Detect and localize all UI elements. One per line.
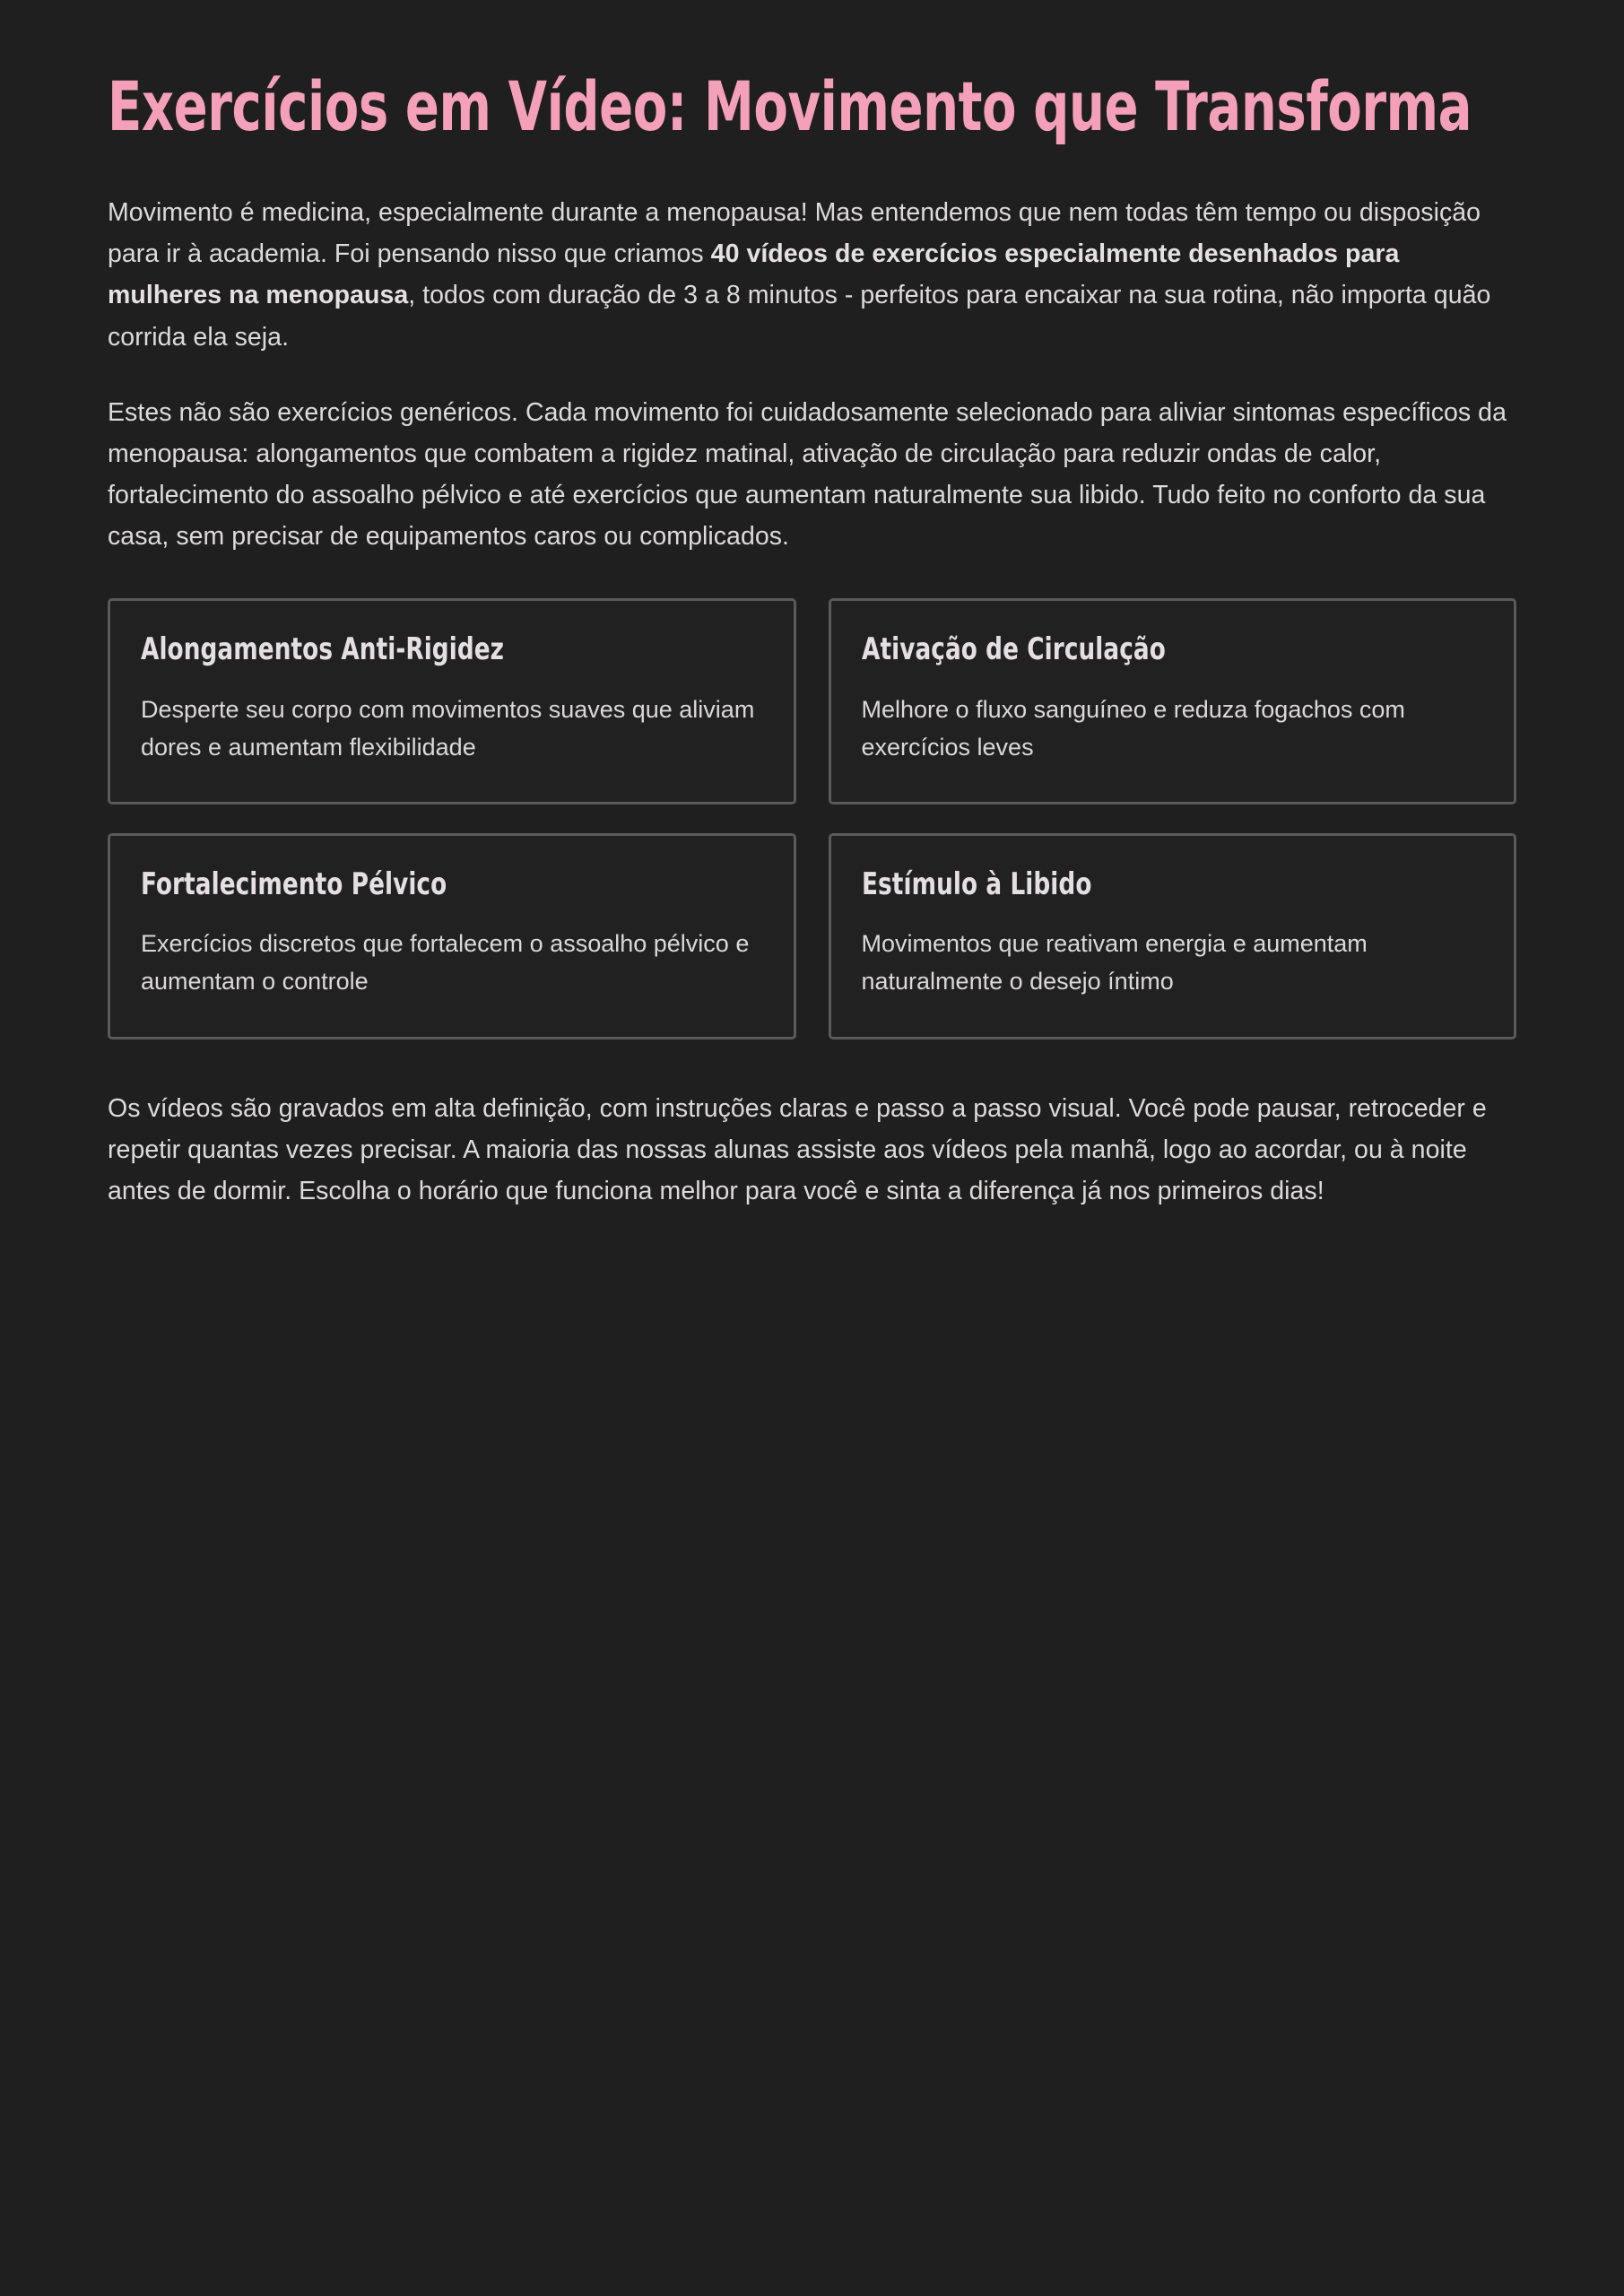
feature-card-alongamentos	[108, 598, 796, 804]
feature-card-description: Desperte seu corpo com movimentos suaves que aliviam dores e aumentam flexibilidade	[141, 695, 755, 761]
feature-card-pelvico	[108, 833, 796, 1039]
intro-text-before-highlight: Movimento é medicina, especialmente durante a menopausa! Mas entendemos que nem todas têm tempo ou disposição para ir à academia. Foi pensando nisso que criamos	[108, 198, 1481, 269]
feature-card-circulacao	[829, 598, 1517, 804]
feature-card-title: Alongamentos Anti-Rigidez	[141, 631, 505, 668]
feature-card-description: Melhore o fluxo sanguíneo e reduza fogachos com exercícios leves	[861, 695, 1405, 761]
feature-card-title: Estímulo à Libido	[861, 865, 1091, 902]
second-paragraph: Estes não são exercícios genéricos. Cada movimento foi cuidadosamente selecionado para aliviar sintomas específicos da menopausa: alongamentos que combatem a rigidez matinal, ativação de circulação para reduzir ondas de calor, fortalecimento do assoalho pélvico e até exercícios que aumentam naturalmente sua libido. Tudo feito no conforto da sua casa, sem precisar de equipamentos caros ou complicados.	[108, 397, 1507, 552]
intro-highlight-bold: 40 vídeos de exercícios especialmente desenhados para mulheres na menopausa	[108, 239, 1400, 310]
closing-paragraph: Os vídeos são gravados em alta definição, com instruções claras e passo a passo visual. Você pode pausar, retroceder e repetir quantas vezes precisar. A maioria das nossas alunas assiste aos vídeos pela manhã, logo ao acordar, ou à noite antes de dormir. Escolha o horário que funciona melhor para você e sinta a diferença já nos primeiros dias!	[108, 1093, 1487, 1205]
feature-card-grid	[108, 598, 1516, 1039]
feature-card-description: Exercícios discretos que fortalecem o assoalho pélvico e aumentam o controle	[141, 930, 750, 996]
feature-card-title: Fortalecimento Pélvico	[141, 865, 447, 902]
feature-card-libido	[829, 833, 1517, 1039]
intro-paragraph	[108, 144, 1516, 358]
intro-text-after-highlight: , todos com duração de 3 a 8 minutos - perfeitos para encaixar na sua rotina, não importa quão corrida ela seja.	[108, 281, 1491, 352]
feature-card-description: Movimentos que reativam energia e aumentam naturalmente o desejo íntimo	[861, 930, 1368, 996]
feature-card-title: Ativação de Circulação	[861, 631, 1166, 668]
page-title: Exercícios em Vídeo: Movimento que Transforma	[108, 66, 1472, 146]
